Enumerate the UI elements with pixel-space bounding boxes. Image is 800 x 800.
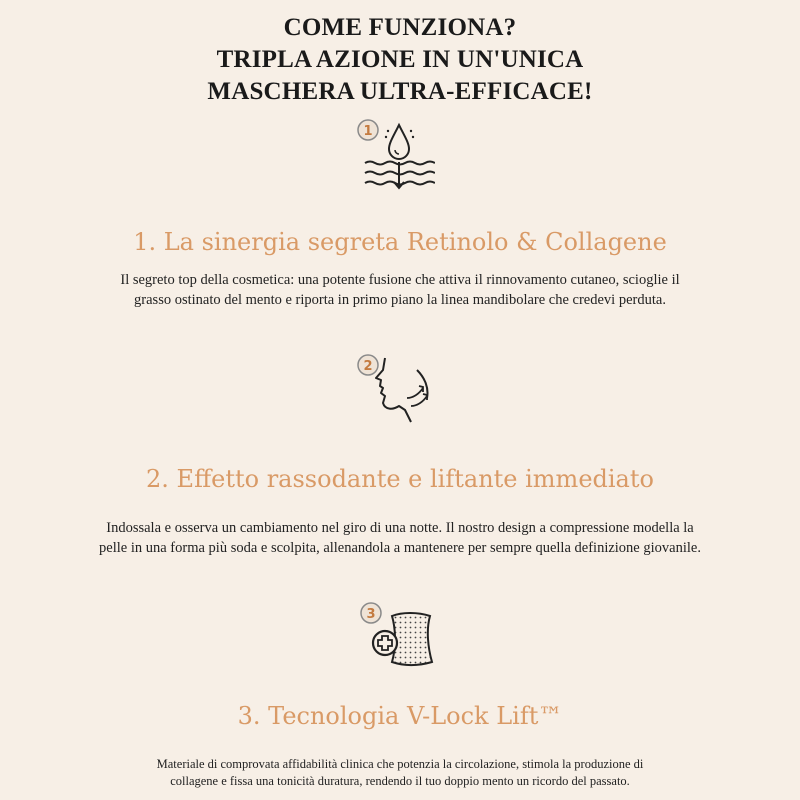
step-1-heading: 1. La sinergia segreta Retinolo & Collagene bbox=[133, 228, 667, 256]
water-drop-skin-icon bbox=[355, 115, 435, 195]
step-1-description bbox=[40, 270, 760, 310]
badge-2: 2 bbox=[363, 359, 373, 374]
step-1-line-1: Il segreto top della cosmetica: una potente fusione che attiva il rinnovamento cutaneo, scioglie il bbox=[120, 272, 680, 288]
step-2-line-1: Indossala e osserva un cambiamento nel giro di una notte. Il nostro design a compressione modella la bbox=[106, 520, 694, 536]
step-3-line-1: Materiale di comprovata affidabilità clinica che potenzia la circolazione, stimola la produzione di bbox=[156, 757, 644, 771]
step-1-line-2: grasso ostinato del mento e riporta in primo piano la linea mandibolare che credevi perduta. bbox=[134, 292, 666, 308]
badge-3: 3 bbox=[366, 607, 376, 622]
title-line-2: TRIPLA AZIONE IN UN'UNICA bbox=[216, 46, 584, 73]
face-profile-lift-icon bbox=[355, 348, 445, 428]
page-title bbox=[0, 12, 800, 108]
step-2-heading: 2. Effetto rassodante e liftante immediato bbox=[146, 465, 654, 493]
step-3-heading: 3. Tecnologia V-Lock Lift™ bbox=[237, 702, 563, 730]
title-line-1: COME FUNZIONA? bbox=[283, 14, 517, 41]
step-2-description bbox=[40, 518, 760, 558]
step-3-description bbox=[40, 756, 760, 790]
badge-1: 1 bbox=[363, 124, 373, 139]
medical-fabric-icon bbox=[358, 600, 438, 675]
step-2-line-2: pelle in una forma più soda e scolpita, allenandola a mantenere per sempre quella definizione giovanile. bbox=[99, 540, 701, 556]
title-line-3: MASCHERA ULTRA-EFFICACE! bbox=[207, 78, 593, 105]
step-3-line-2: collagene e fissa una tonicità duratura, rendendo il tuo doppio mento un ricordo del passato. bbox=[170, 774, 630, 788]
